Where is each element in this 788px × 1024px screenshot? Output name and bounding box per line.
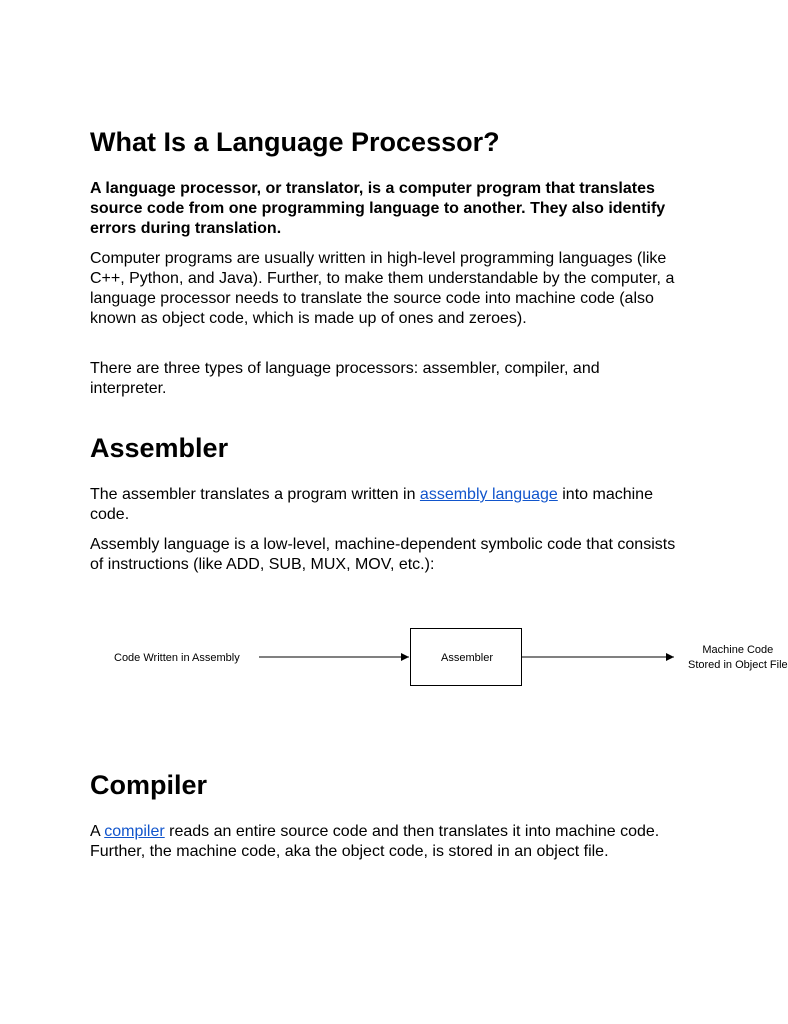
assembler-paragraph bbox=[90, 485, 680, 525]
assembler-flow-diagram bbox=[0, 600, 788, 720]
diagram-output-line2: Stored in Object File bbox=[688, 659, 788, 671]
diagram-output-label bbox=[688, 643, 788, 673]
assembler-text-after: into machine code. bbox=[90, 486, 653, 523]
assembler-box bbox=[410, 628, 522, 686]
diagram-input-label: Code Written in Assembly bbox=[114, 652, 240, 664]
types-paragraph: There are three types of language processors: assembler, compiler, and interpreter. bbox=[90, 360, 600, 397]
assembly-description-paragraph: Assembly language is a low-level, machine-dependent symbolic code that consists of instructions (like ADD, SUB, MUX, MOV, etc.): bbox=[90, 536, 676, 573]
assembler-box-label: Assembler bbox=[441, 652, 493, 664]
assembly-language-link[interactable]: assembly language bbox=[419, 486, 558, 503]
compiler-heading: Compiler bbox=[90, 770, 208, 800]
page-title: What Is a Language Processor? bbox=[90, 127, 500, 157]
intro-paragraph: Computer programs are usually written in high-level programming languages (like C++, Python, and Java). Further, to make them understandable by the computer, a language processor needs to translate the source code into machine code (also known as object code, which is made up of ones and zeroes). bbox=[90, 250, 675, 327]
compiler-paragraph bbox=[90, 822, 680, 862]
compiler-text-after: reads an entire source code and then translates it into machine code. Further, the machine code, aka the object code, is stored in an object file. bbox=[90, 823, 660, 860]
diagram-output-line1: Machine Code bbox=[702, 644, 774, 656]
assembler-heading: Assembler bbox=[90, 433, 229, 463]
compiler-text-before: A bbox=[90, 823, 105, 840]
assembler-text-before: The assembler translates a program written in bbox=[90, 486, 420, 503]
lead-paragraph: A language processor, or translator, is a computer program that translates source code from one programming language to another. They also identify errors during translation. bbox=[90, 180, 666, 237]
compiler-link[interactable]: compiler bbox=[104, 823, 165, 840]
